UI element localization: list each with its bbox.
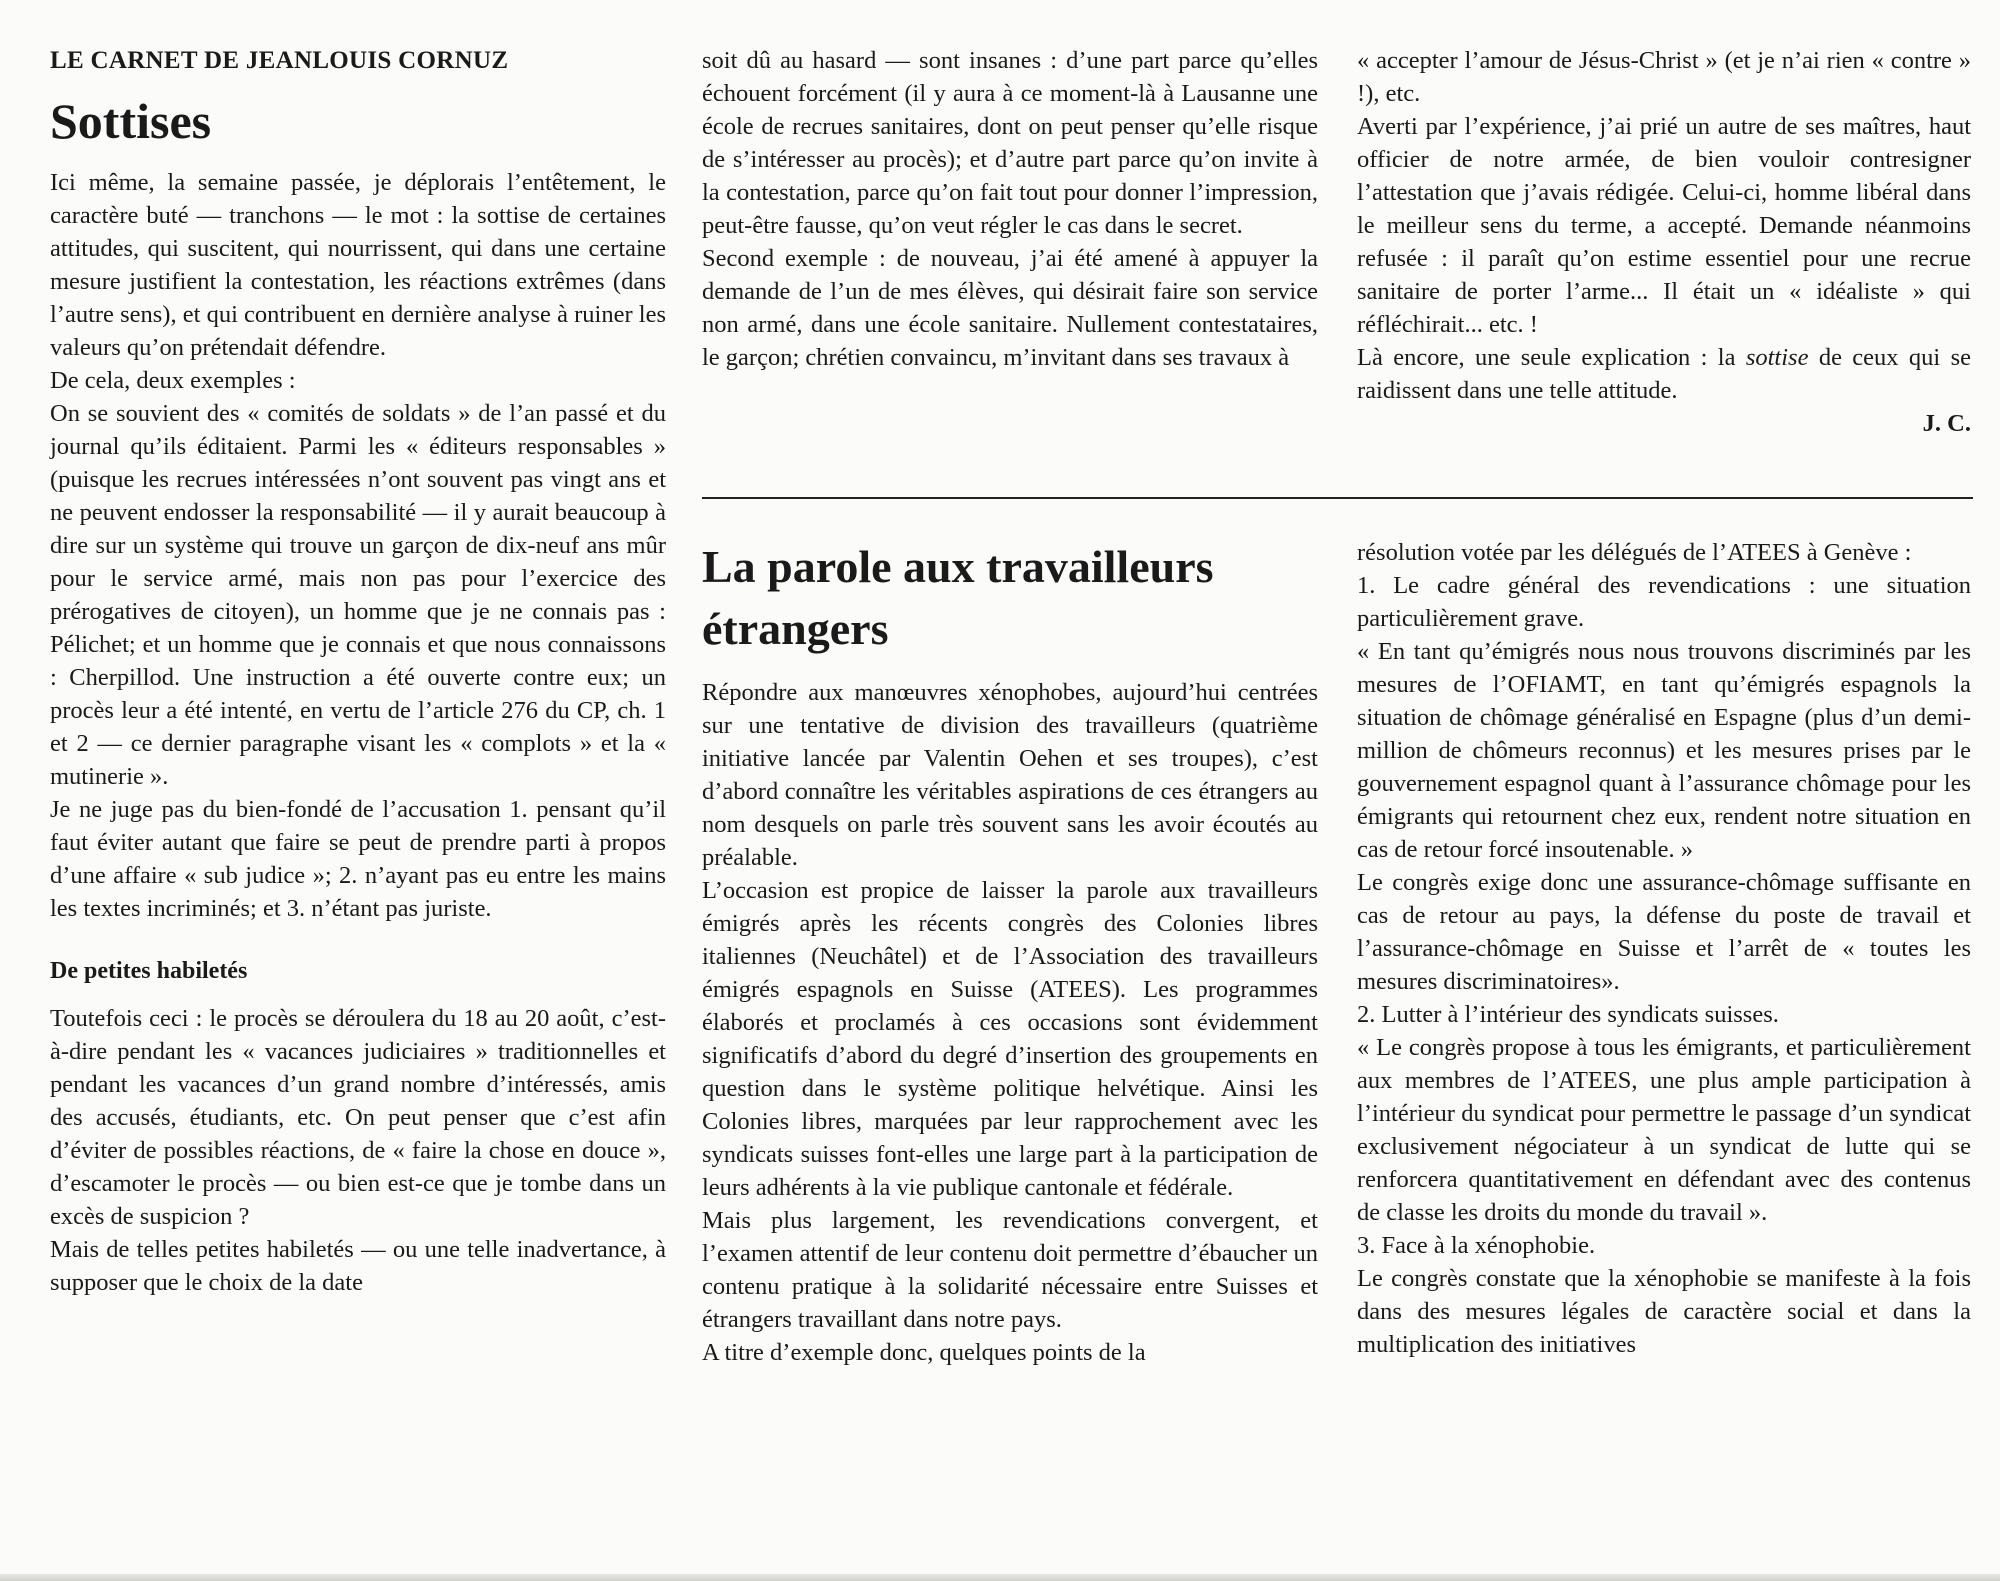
paragraph: Le congrès constate que la xénophobie se manifeste à la fois dans des mesures légales de caractère social et dans la multiplication des initiatives <box>1357 1265 1971 1358</box>
paragraph: On se souvient des « comités de soldats » de l’an passé et du journal qu’ils éditaient. Parmi les « éditeurs responsables » (puisque les recrues intéressées n’ont souvent pas vingt ans et ne peuvent endosser la responsabilité — il y aurait beaucoup à dire sur un système qui trouve un garçon de dix-neuf ans mûr pour le service armé, mais non pas pour l’exercice des prérogatives de citoyen), un homme que je ne connais pas : Pélichet; et un homme que je connais et que nous connaissons : Cherpillod. Une instruction a été ouverte contre eux; un procès leur a été intenté, en vertu de l’article 276 du CP, ch. 1 et 2 — ce dernier paragraphe visant les « complots » et la « mutinerie ». <box>50 400 666 790</box>
text-run: Là encore, une seule explication : la <box>1357 344 1746 371</box>
paragraph: « Le congrès propose à tous les émigrants, et particulièrement aux membres de l’ATEES, une plus ample participation à l’intérieur du syndicat pour permettre le passage d’un syndicat exclusivement négociateur à un syndicat de lutte qui se renforcera quantitativement en défendant avec des contenus de classe les droits du monde du travail ». <box>1357 1034 1971 1226</box>
paragraph: 2. Lutter à l’intérieur des syndicats suisses. <box>1357 1001 1779 1028</box>
page-edge <box>0 1574 2000 1581</box>
article-title-sottises: Sottises <box>50 93 212 149</box>
paragraph: Répondre aux manœuvres xénophobes, aujourd’hui centrées sur une tentative de division des travailleurs (quatrième initiative lancée par Valentin Oehen et ses troupes), c’est d’abord connaître les véritables aspirations de ces étrangers au nom desquels on parle très souvent sans les avoir écoutés au préalable. <box>702 679 1318 871</box>
paragraph: Le congrès exige donc une assurance-chômage suffisante en cas de retour au pays, la défense du poste de travail et l’assurance-chômage en Suisse et l’arrêt de « toutes les mesures discriminatoires». <box>1357 869 1971 995</box>
paragraph: Ici même, la semaine passée, je déplorais l’entêtement, le caractère buté — tranchons — le mot : la sottise de certaines attitudes, qui suscitent, qui nourrissent, qui dans une certaine mesure justifient la contestation, les réactions extrêmes (dans l’autre sens), et qui contribuent en dernière analyse à ruiner les valeurs qu’on prétendait défendre. <box>50 169 666 361</box>
paragraph: Mais de telles petites habiletés — ou une telle inadvertance, à supposer que le choix de la date <box>50 1236 666 1296</box>
paragraph: 1. Le cadre général des revendications : une situation particulièrement grave. <box>1357 572 1971 632</box>
paragraph: De cela, deux exemples : <box>50 367 296 394</box>
article1-column-3 <box>1357 44 1971 440</box>
paragraph: 3. Face à la xénophobie. <box>1357 1232 1596 1259</box>
paragraph: L’occasion est propice de laisser la parole aux travailleurs émigrés après les récents congrès des Colonies libres italiennes (Neuchâtel) et de l’Association des travailleurs émigrés espagnols en Suisse (ATEES). Les programmes élaborés et proclamés à ces occasions sont évidemment significatifs d’abord du degré d’insertion des groupements en question dans le système politique helvétique. Ainsi les Colonies libres, marquées par leur rapprochement avec les syndicats suisses font-elles une large part à la participation de leurs adhérents à la vie publique cantonale et fédérale. <box>702 877 1318 1201</box>
article-title-travailleurs <box>702 536 1318 660</box>
paragraph: Averti par l’expérience, j’ai prié un autre de ses maîtres, haut officier de notre armée, de bien vouloir contresigner l’attestation que j’avais rédigée. Celui-ci, homme libéral dans le meilleur sens du terme, a accepté. Demande néanmoins refusée : il paraît qu’on estime essentiel pour une recrue sanitaire de porter l’arme... Il était un « idéaliste » qui réfléchirait... etc. ! <box>1357 113 1971 338</box>
article2-column-1 <box>702 676 1318 1369</box>
paragraph: « En tant qu’émigrés nous nous trouvons discriminés par les mesures de l’OFIAMT, en tant qu’émigrés espagnols la situation de chômage généralisé en Espagne (plus d’un demi-million de chômeurs reconnus) et les mesures prises par le gouvernement espagnol quant à l’assurance chômage pour les émigrants qui retournent chez eux, rendent notre situation en cas de retour forcé insoutenable. » <box>1357 638 1971 863</box>
paragraph: Mais plus largement, les revendications convergent, et l’examen attentif de leur contenu doit permettre d’ébaucher un contenu pratique à la solidarité nécessaire entre Suisses et étrangers travaillant dans notre pays. <box>702 1207 1318 1333</box>
author-signature: J. C. <box>1922 410 1971 437</box>
section-divider <box>702 497 1973 499</box>
article1-column-2 <box>702 44 1318 374</box>
subheading: De petites habiletés <box>50 958 248 984</box>
paragraph: résolution votée par les délégués de l’ATEES à Genève : <box>1357 539 1912 566</box>
article1-column-1 <box>50 166 666 1299</box>
paragraph-conclusion <box>1357 341 1971 407</box>
emphasis: sottise <box>1745 344 1809 371</box>
paragraph: Je ne juge pas du bien-fondé de l’accusation 1. pensant qu’il faut éviter autant que faire se peut de prendre parti à propos d’une affaire « sub judice »; 2. n’ayant pas eu entre les mains les textes incriminés; et 3. n’étant pas juriste. <box>50 796 666 922</box>
paragraph: A titre d’exemple donc, quelques points de la <box>702 1339 1146 1366</box>
text-run: de ceux qui se raidissent dans une telle attitude. <box>1357 344 1971 404</box>
paragraph: soit dû au hasard — sont insanes : d’une part parce qu’elles échouent forcément (il y aura à ce moment-là à Lausanne une école de recrues sanitaires, dont on peut penser qu’elle risque de s’intéresser au procès); et d’autre part parce qu’on invite à la contestation, parce qu’on fait tout pour donner l’impression, peut-être fausse, qu’on veut régler le cas dans le secret. <box>702 47 1318 239</box>
title-line: étrangers <box>702 603 889 654</box>
paragraph: Toutefois ceci : le procès se déroulera du 18 au 20 août, c’est-à-dire pendant les « vacances judiciaires » traditionnelles et pendant les vacances d’un grand nombre d’intéressés, amis des accusés, étudiants, etc. On peut penser que c’est afin d’éviter de possibles réactions, de « faire la chose en douce », d’escamoter le procès — ou bien est-ce que je tombe dans un excès de suspicion ? <box>50 1005 666 1230</box>
paragraph: « accepter l’amour de Jésus-Christ » (et je n’ai rien « contre » !), etc. <box>1357 47 1971 107</box>
article2-column-2 <box>1357 536 1971 1361</box>
title-line: La parole aux travailleurs <box>702 541 1214 592</box>
column-kicker: LE CARNET DE JEANLOUIS CORNUZ <box>50 47 509 74</box>
paragraph: Second exemple : de nouveau, j’ai été amené à appuyer la demande de l’un de mes élèves, qui désirait faire son service non armé, dans une école sanitaire. Nullement contestataires, le garçon; chrétien convaincu, m’invitant dans ses travaux à <box>702 245 1318 371</box>
